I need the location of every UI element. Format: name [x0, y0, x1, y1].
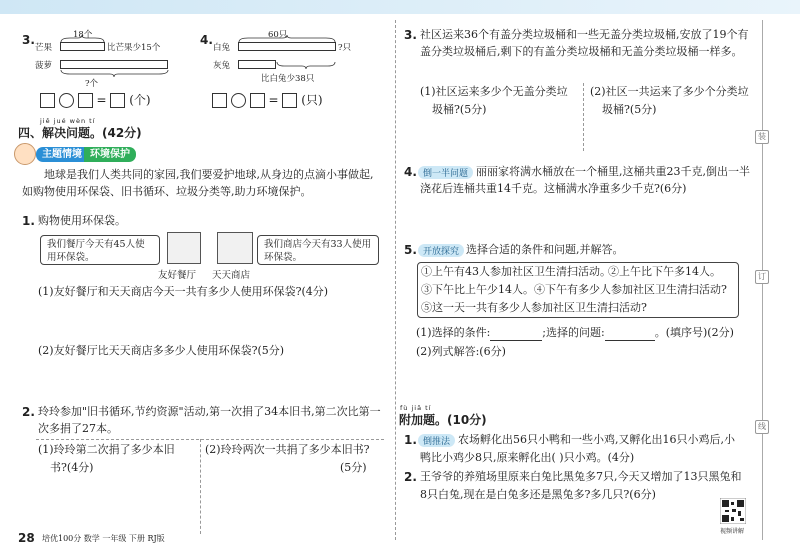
- q2-number: 2.: [22, 405, 35, 419]
- answer-box[interactable]: [78, 93, 93, 108]
- r-q5-opt5: ⑤这一天一共有多少人参加社区卫生清扫活动?: [421, 301, 647, 314]
- answer-box[interactable]: [212, 93, 227, 108]
- q4-row2-label: 灰兔: [213, 61, 231, 71]
- q4-row1-label: 白兔: [213, 43, 231, 53]
- e2-number: 2.: [404, 470, 417, 484]
- answer-box[interactable]: [40, 93, 55, 108]
- q1-sub1: (1)友好餐厅和天天商店今天一共有多少人使用环保袋?(4分): [38, 285, 329, 298]
- restaurant-building-icon: [167, 232, 201, 264]
- r-q4-text: 丽丽家将满水桶放在一个桶里,这桶共重23千克,倒出一半浇花后连桶共重14千克。这桶满水净重多少千克?(6分): [420, 165, 750, 195]
- shop1-label: 友好餐厅: [158, 270, 197, 281]
- e1-tag: 倒推法: [418, 434, 455, 447]
- r-q4-tag: 倒一半问题: [418, 166, 473, 179]
- q4-bar-grey: [238, 60, 276, 69]
- q2-sub1a: (1)玲玲第二次捐了多少本旧: [38, 443, 175, 456]
- r-q5-opt1: ①上午有43人参加社区卫生清扫活动。: [421, 265, 611, 278]
- qr-code-icon[interactable]: [720, 498, 746, 524]
- r-q5-opt3: ③下午比上午少14人。: [421, 283, 534, 296]
- theme-title: 环境保护: [84, 147, 136, 162]
- theme-text: 地球是我们人类共同的家园,我们要爱护地球,从身边的点滴小事做起,如购物使用环保袋、旧书循环、垃圾分类等,助力环境保护。: [22, 168, 374, 198]
- q1-sub2: (2)友好餐厅比天天商店多多少人使用环保袋?(5分): [38, 344, 285, 357]
- r-q3-sub2a: (2)社区一共运来了多少个分类垃: [590, 85, 749, 98]
- r-q3-sub2b: 圾桶?(5分): [602, 103, 657, 116]
- q3-brace-bottom: [60, 70, 170, 78]
- q4-row2-right: 比白兔少38只: [261, 74, 315, 84]
- binding-tab: 订: [755, 270, 769, 284]
- q4-number: 4.: [200, 33, 213, 47]
- q4-bar-white: [238, 42, 336, 51]
- q3-unit: (个): [129, 93, 151, 107]
- r-q3-sub1a: (1)社区运来多少个无盖分类垃: [420, 85, 568, 98]
- q4-row1-right: ?只: [338, 43, 352, 53]
- operator-circle[interactable]: [59, 93, 74, 108]
- q3-row1-right: 比芒果少15个: [107, 43, 161, 53]
- speech-bubble-store: 我们商店今天有33人使用环保袋。: [257, 235, 379, 265]
- footer-text: 培优100分 数学 一年级 下册 RJ版: [42, 534, 165, 543]
- r-q5-number: 5.: [404, 243, 417, 257]
- question-blank[interactable]: [605, 340, 655, 341]
- answer-box[interactable]: [282, 93, 297, 108]
- q3-number: 3.: [22, 33, 35, 47]
- q2-sub2b: (5分): [340, 461, 367, 474]
- q4-top-label: 60只: [268, 30, 288, 40]
- q2-text: 玲玲参加"旧书循环,节约资源"活动,第一次捐了34本旧书,第二次比第一次多捐了27本。: [38, 405, 381, 435]
- q2-sub2a: (2)玲玲两次一共捐了多少本旧书?: [205, 443, 370, 456]
- store-building-icon: [217, 232, 253, 264]
- r-q3-number: 3.: [404, 28, 417, 42]
- extra-pinyin: fù jiā tí: [400, 404, 432, 412]
- q4-unit: (只): [301, 93, 323, 107]
- e2-text2: 8只白兔,现在是白兔多还是黑兔多?多几只?(6分): [420, 488, 656, 501]
- r-q3-sub1b: 圾桶?(5分): [432, 103, 487, 116]
- r-q5-sub2: (2)列式解答:(6分): [416, 345, 506, 358]
- e1-text2: 鸭比小鸡少8只,原来孵化出( )只小鸡。(4分): [420, 451, 635, 464]
- extra-title: 附加题。(10分): [399, 413, 487, 427]
- q3-top-label: 18个: [73, 30, 93, 40]
- boy-avatar-icon: [14, 143, 36, 165]
- column-divider: [395, 20, 396, 540]
- q3-diagram: [35, 28, 185, 88]
- e2-text1: 王爷爷的养殖场里原来白兔比黑兔多7只,今天又增加了13只黑兔和: [420, 470, 742, 483]
- binding-tab: 线: [755, 420, 769, 434]
- condition-blank[interactable]: [490, 340, 542, 341]
- speech-bubble-restaurant: 我们餐厅今天有45人使用环保袋。: [40, 235, 160, 265]
- page-number: 28: [18, 531, 35, 545]
- answer-box[interactable]: [110, 93, 125, 108]
- qr-label: 视频讲解: [720, 528, 745, 535]
- r-q5-text: 选择合适的条件和问题,并解答。: [466, 243, 624, 256]
- e1-text1: 农场孵化出56只小鸭和一些小鸡,又孵化出16只小鸡后,小: [458, 433, 735, 446]
- answer-box[interactable]: [250, 93, 265, 108]
- q3-bar-mango: [60, 42, 105, 51]
- section4-pinyin: jiě jué wèn tí: [40, 117, 96, 125]
- q4-diagram: [213, 28, 383, 88]
- q1-number: 1.: [22, 214, 35, 228]
- q2-sub1b: 书?(4分): [50, 461, 94, 474]
- q2-split-line: [200, 439, 201, 534]
- r-q5-tag: 开放探究: [418, 244, 464, 257]
- r-q5-opt2: ②上午比下午多14人。: [608, 265, 721, 278]
- r-q4-number: 4.: [404, 165, 417, 179]
- operator-circle[interactable]: [231, 93, 246, 108]
- q1-title: 购物使用环保袋。: [38, 214, 126, 227]
- q4-brace-diff: [276, 62, 336, 70]
- q3-bottom-label: ?个: [85, 79, 99, 89]
- r-q5-opt4: ④下午有多少人参加社区卫生清扫活动?: [534, 283, 727, 296]
- q4-equation: = (只): [212, 91, 323, 108]
- q3-equation: = (个): [40, 91, 151, 108]
- q3-row1-label: 芒果: [35, 43, 53, 53]
- top-decorative-bar: [0, 0, 800, 14]
- r-q3-text: 社区运来36个有盖分类垃圾桶和一些无盖分类垃圾桶,安放了19个有盖分类垃圾桶后,剩下的有盖分类垃圾桶和无盖分类垃圾桶一样多。: [420, 28, 749, 58]
- q3-bar-pineapple: [60, 60, 168, 69]
- binding-tab: 装: [755, 130, 769, 144]
- theme-label: 主题情境: [36, 147, 88, 162]
- r-q3-split-line: [583, 83, 584, 151]
- section4-title: 四、解决问题。(42分): [18, 126, 142, 140]
- q3-row2-label: 菠萝: [35, 61, 53, 71]
- shop2-label: 天天商店: [212, 270, 251, 281]
- r-q5-sub1: (1)选择的条件: ;选择的问题: 。(填序号)(2分): [416, 326, 734, 339]
- e1-number: 1.: [404, 433, 417, 447]
